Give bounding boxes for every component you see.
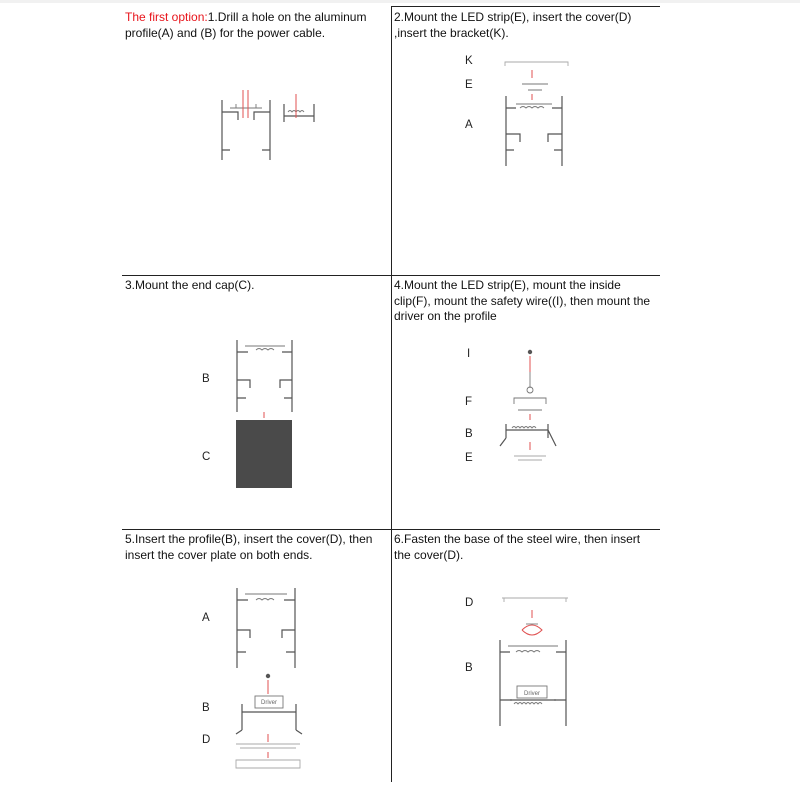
step-2-profile-drawing	[505, 62, 568, 166]
step-6-label-b: B	[465, 662, 473, 674]
step-4-label-e: E	[465, 452, 473, 464]
step-5-label-b: B	[202, 702, 210, 714]
step-1-profile-drawing	[222, 90, 314, 160]
step-4-label-i: I	[467, 348, 471, 360]
step-5-profile-drawing	[236, 588, 302, 768]
step-6-text: 6.Fasten the base of the steel wire, then insert the cover(D).	[394, 532, 641, 562]
step-4-text: 4.Mount the LED strip(E), mount the inside clip(F), mount the safety wire((I), then mount the driver on the profile	[394, 278, 651, 323]
step-5-label-a: A	[202, 612, 210, 624]
step-2-label-e: E	[465, 79, 473, 91]
end-cap-c	[236, 420, 292, 488]
step-6-label-d: D	[465, 597, 474, 609]
step-2-label-k: K	[465, 55, 473, 67]
step-3-profile-drawing	[236, 340, 292, 488]
step-6-profile-drawing	[500, 598, 568, 726]
step-5-text: 5.Insert the profile(B), insert the cover(D), then insert the cover plate on both ends.	[125, 532, 373, 562]
step-4-label-b: B	[465, 428, 473, 440]
step-3-label-b: B	[202, 373, 210, 385]
step-2-label-a: A	[465, 119, 473, 131]
step-4-label-f: F	[465, 396, 473, 408]
step-5-driver-label: Driver	[261, 700, 277, 706]
step-2-text: 2.Mount the LED strip(E), insert the cover(D) ,insert the bracket(K).	[394, 10, 632, 40]
step-5-label-d: D	[202, 734, 211, 746]
step-3-label-c: C	[202, 451, 211, 463]
step-4-profile-drawing	[500, 350, 556, 460]
step-6-driver-label: Driver	[524, 691, 540, 697]
step-1-body: 1.Drill a hole on the aluminum profile(A) and (B) for the power cable.	[125, 10, 367, 40]
step-3-text: 3.Mount the end cap(C).	[125, 278, 255, 292]
step-1-highlight: The first option:	[125, 10, 208, 24]
